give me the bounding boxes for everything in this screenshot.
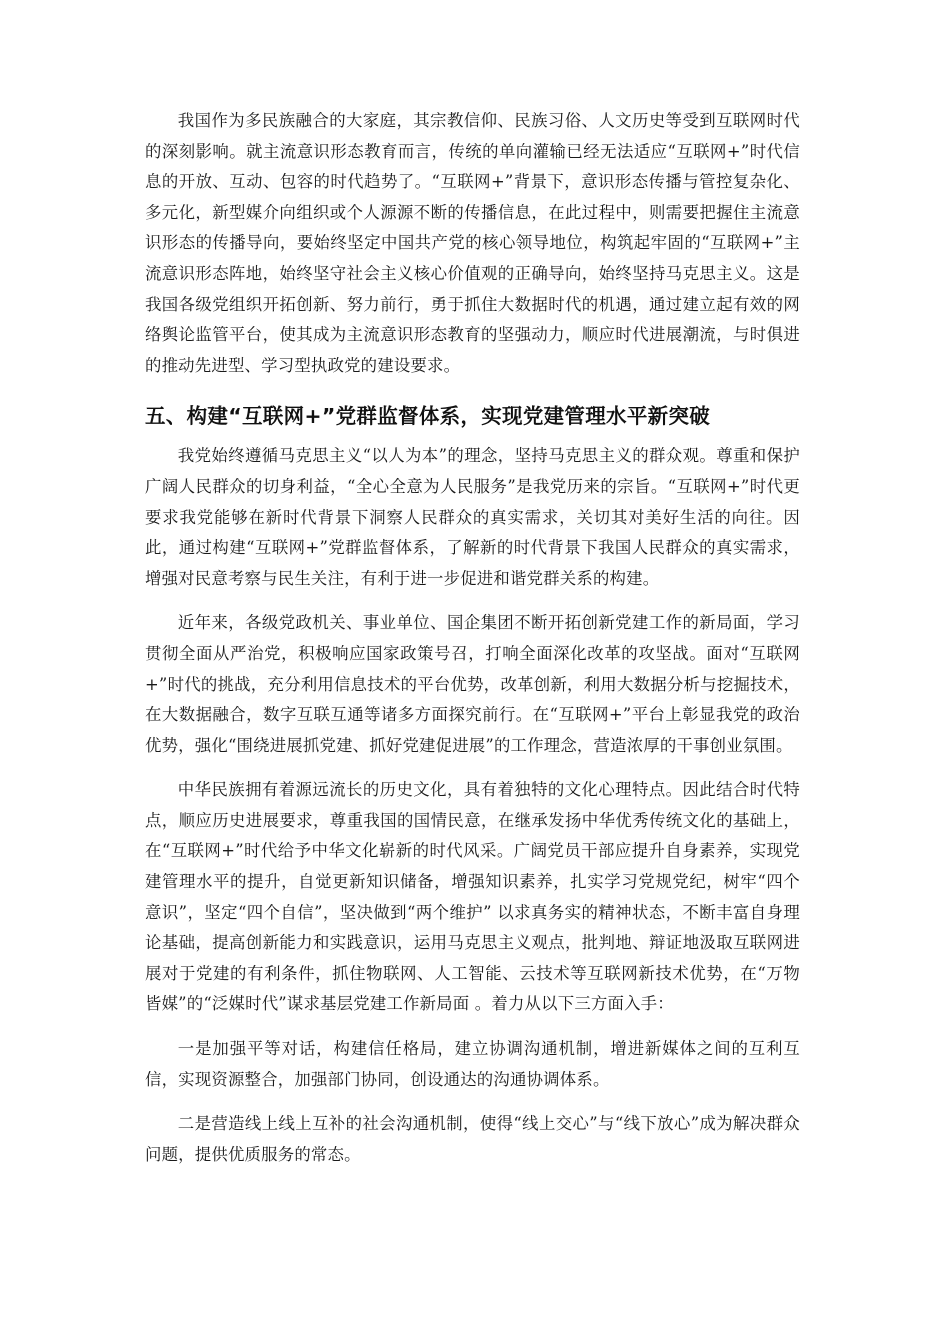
section-heading-5: 五、构建“互联网+”党群监督体系，实现党建管理水平新突破 — [145, 404, 711, 429]
paragraph-recent-years: 近年来，各级党政机关、事业单位、国企集团不断开拓创新党建工作的新局面，学习贯彻全面从严治党，积极响应国家政策号召，打响全面深化改革的攻坚战。面对“互联网+”时代的挑战，充分利用信息技术的平台优势，改革创新，利用大数据分析与挖掘技术，在大数据融合，数字互联互通等诸多方面探究前行。在“互联网+”平台上彰显我党的政治优势，强化“围绕进展抓党建、抓好党建促进展”的工作理念，营造浓厚的干事创业氛围。 — [145, 613, 800, 755]
paragraph-mass-line: 我党始终遵循马克思主义“以人为本”的理念，坚持马克思主义的群众观。尊重和保护广阔人民群众的切身利益，“全心全意为人民服务”是我党历来的宗旨。“互联网+”时代更要求我党能够在新时代背景下洞察人民群众的真实需求，关切其对美好生活的向往。因此，通过构建“互联网+”党群监督体系，了解新的时代背景下我国人民群众的真实需求，增强对民意考察与民生关注，有利于进一步促进和谐党群关系的构建。 — [145, 446, 800, 588]
paragraph-point-one: 一是加强平等对话，构建信任格局，建立协调沟通机制，增进新媒体之间的互利互信，实现资源整合，加强部门协同，创设通达的沟通协调体系。 — [145, 1039, 800, 1089]
paragraph-ideology: 我国作为多民族融合的大家庭，其宗教信仰、民族习俗、人文历史等受到互联网时代的深刻影响。就主流意识形态教育而言，传统的单向灌输已经无法适应“互联网+”时代信息的开放、互动、包容的时代趋势了。“互联网+”背景下，意识形态传播与管控复杂化、多元化，新型媒介向组织或个人源源不断的传播信息，在此过程中，则需要把握住主流意识形态的传播导向，要始终坚定中国共产党的核心领导地位，构筑起牢固的“互联网+”主流意识形态阵地，始终坚守社会主义核心价值观的正确导向，始终坚持马克思主义。这是我国各级党组织开拓创新、努力前行，勇于抓住大数据时代的机遇，通过建立起有效的网络舆论监管平台，使其成为主流意识形态教育的坚强动力，顺应时代进展潮流，与时俱进的推动先进型、学习型执政党的建设要求。 — [145, 111, 800, 375]
paragraph-culture: 中华民族拥有着源远流长的历史文化，具有着独特的文化心理特点。因此结合时代特点，顺应历史进展要求，尊重我国的国情民意，在继承发扬中华优秀传统文化的基础上，在“互联网+”时代给予中华文化崭新的时代风采。广阔党员干部应提升自身素养，实现党建管理水平的提升，自觉更新知识储备，增强知识素养，扎实学习党规党纪，树牢“四个意识”，坚定“四个自信”，坚决做到“两个维护” 以求真务实的精神状态，不断丰富自身理论基础，提高创新能力和实践意识，运用马克思主义观点，批判地、辩证地汲取互联网进展对于党建的有利条件，抓住物联网、人工智能、云技术等互联网新技术优势，在“万物皆媒”的“泛媒时代”谋求基层党建工作新局面 。着力从以下三方面入手： — [145, 780, 800, 1014]
paragraph-point-two: 二是营造线上线上互补的社会沟通机制，使得“线上交心”与“线下放心”成为解决群众问题，提供优质服务的常态。 — [145, 1114, 800, 1164]
